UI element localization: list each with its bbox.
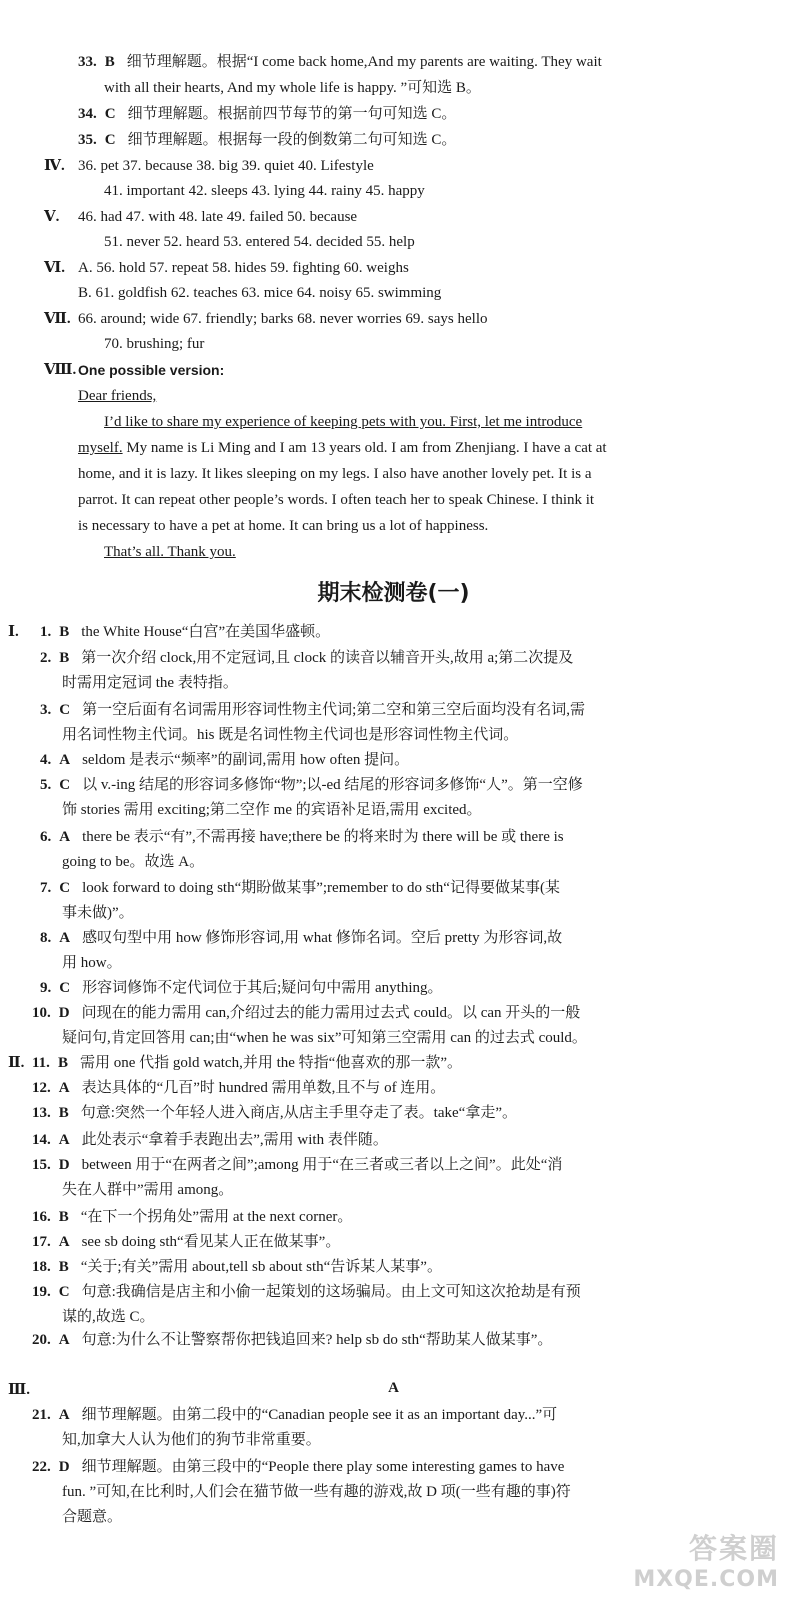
answer-item-cont: going to be。故选 A。 xyxy=(62,854,205,870)
item-explanation: 句意:为什么不让警察帮你把钱追回来? help sb do sth“帮助某人做某事”。 xyxy=(81,1332,553,1348)
item-number: 16. xyxy=(32,1209,51,1225)
letter-closing: That’s all. Thank you. xyxy=(104,544,236,560)
section-5-line-2: 51. never 52. heard 53. entered 54. decided 55. help xyxy=(104,234,415,250)
passage-label-a: A xyxy=(388,1380,399,1396)
item-explanation: 细节理解题。由第二段中的“Canadian people see it as an important day...”可 xyxy=(81,1407,558,1423)
section-numeral-6: Ⅵ. xyxy=(44,260,65,276)
answer-item xyxy=(32,1207,352,1227)
item-number: 2. xyxy=(40,650,52,666)
item-explanation: “关于;有关”需用 about,tell sb about sth“告诉某人某事”。 xyxy=(80,1259,442,1275)
section-numeral-3: Ⅲ. xyxy=(8,1382,31,1398)
section-numeral-7: Ⅶ. xyxy=(44,311,71,327)
item-answer-letter: C xyxy=(59,880,71,896)
answer-item-cont: 事未做)”。 xyxy=(62,905,134,921)
letter-paragraph-line-3: home, and it is lazy. It likes sleeping on my legs. I also have another lovely pet. It is a xyxy=(78,466,592,482)
item-number: 13. xyxy=(32,1105,51,1121)
item-explanation: 句意:我确信是店主和小偷一起策划的这场骗局。由上文可知这次抢劫是有预 xyxy=(81,1284,581,1300)
answer-item xyxy=(40,700,585,720)
section-4-line-1: 36. pet 37. because 38. big 39. quiet 40. Lifestyle xyxy=(78,158,374,174)
answer-item xyxy=(32,1330,552,1350)
section-numeral-2: Ⅱ. xyxy=(8,1055,25,1071)
answer-item-33-cont: with all their hearts, And my whole life is happy. ”可知选 B。 xyxy=(104,80,481,96)
item-number: 3. xyxy=(40,702,52,718)
item-explanation: there be 表示“有”,不需再接 have;there be 的将来时为 there will be 或 there is xyxy=(82,829,564,845)
answer-item xyxy=(32,1078,445,1098)
answer-item-cont: 时需用定冠词 the 表特指。 xyxy=(62,675,238,691)
answer-item xyxy=(32,1282,581,1302)
answer-item xyxy=(32,1405,557,1425)
answer-item-34: 34. C 细节理解题。根据前四节每节的第一句可知选 C。 xyxy=(78,106,457,122)
item-explanation: 表达具体的“几百”时 hundred 需用单数,且不与 of 连用。 xyxy=(81,1080,446,1096)
watermark-logo: 答案圈 MXQE.COM xyxy=(633,1532,779,1592)
item-number: 17. xyxy=(32,1234,51,1250)
section-numeral-4: Ⅳ. xyxy=(44,158,65,174)
answer-item xyxy=(32,1003,580,1023)
item-answer-letter: B xyxy=(59,624,70,640)
item-answer-letter: A xyxy=(59,752,71,768)
section-numeral-1: Ⅰ. xyxy=(8,624,19,640)
item-number: 9. xyxy=(40,980,52,996)
answer-item-cont: fun. ”可知,在比利时,人们会在猫节做一些有趣的游戏,故 D 项(一些有趣的事)符 xyxy=(62,1484,571,1500)
answer-item xyxy=(40,878,560,898)
item-answer-letter: A xyxy=(58,1132,70,1148)
item-explanation: 此处表示“拿着手表跑出去”,需用 with 表伴随。 xyxy=(81,1132,388,1148)
section-4-line-2: 41. important 42. sleeps 43. lying 44. rainy 45. happy xyxy=(104,183,425,199)
answer-item-cont: 用名词性物主代词。his 既是名词性物主代词也是形容词性物主代词。 xyxy=(62,727,519,743)
answer-item-cont: 合题意。 xyxy=(62,1509,123,1525)
item-explanation: 以 v.-ing 结尾的形容词多修饰“物”;以-ed 结尾的形容词多修饰“人”。第一空修 xyxy=(82,777,583,793)
answer-item-cont: 知,加拿大人认为他们的狗节非常重要。 xyxy=(62,1432,321,1448)
answer-item xyxy=(40,622,330,642)
item-number: 12. xyxy=(32,1080,51,1096)
item-answer-letter: B xyxy=(58,1209,69,1225)
item-number: 19. xyxy=(32,1284,51,1300)
item-number: 7. xyxy=(40,880,52,896)
answer-item-cont: 疑问句,肯定回答用 can;由“when he was six”可知第三空需用 can 的过去式 could。 xyxy=(62,1030,587,1046)
item-number: 20. xyxy=(32,1332,51,1348)
item-answer-letter: B xyxy=(58,1259,69,1275)
item-number: 14. xyxy=(32,1132,51,1148)
item-answer-letter: B xyxy=(59,650,70,666)
answer-item xyxy=(32,1155,562,1175)
answer-item xyxy=(40,775,583,795)
item-answer-letter: A xyxy=(58,1407,70,1423)
item-explanation: 形容词修饰不定代词位于其后;疑问句中需用 anything。 xyxy=(82,980,443,996)
section-6-line-1: A. 56. hold 57. repeat 58. hides 59. fighting 60. weighs xyxy=(78,260,409,276)
section-numeral-5: Ⅴ. xyxy=(44,209,60,225)
answer-item-cont: 用 how。 xyxy=(62,955,122,971)
item-explanation: 第一空后面有名词需用形容词性物主代词;第二空和第三空后面均没有名词,需 xyxy=(82,702,586,718)
section-7-line-2: 70. brushing; fur xyxy=(104,336,205,352)
item-number: 15. xyxy=(32,1157,51,1173)
answer-item xyxy=(40,827,564,847)
letter-paragraph-line-1: I’d like to share my experience of keeping pets with you. First, let me introduce xyxy=(104,414,583,430)
item-explanation: see sb doing sth“看见某人正在做某事”。 xyxy=(81,1234,341,1250)
answer-item xyxy=(32,1130,388,1150)
item-answer-letter: D xyxy=(58,1005,70,1021)
item-answer-letter: D xyxy=(58,1157,70,1173)
item-explanation: 需用 one 代指 gold watch,并用 the 特指“他喜欢的那一款”。 xyxy=(79,1055,462,1071)
answer-item-cont: 饰 stories 需用 exciting;第二空作 me 的宾语补足语,需用 excited。 xyxy=(62,802,482,818)
item-answer-letter: D xyxy=(58,1459,70,1475)
item-answer-letter: B xyxy=(58,1105,69,1121)
item-number: 5. xyxy=(40,777,52,793)
item-explanation: 第一次介绍 clock,用不定冠词,且 clock 的读音以辅音开头,故用 a;第二次提及 xyxy=(81,650,574,666)
item-number: 1. xyxy=(40,624,52,640)
item-number: 8. xyxy=(40,930,52,946)
section-6-line-2: B. 61. goldfish 62. teaches 63. mice 64. noisy 65. swimming xyxy=(78,285,442,301)
item-answer-letter: A xyxy=(59,930,71,946)
answer-item xyxy=(40,750,409,770)
letter-paragraph-line-2: myself. My name is Li Ming and I am 13 years old. I am from Zhenjiang. I have a cat at xyxy=(78,440,607,456)
item-explanation: “在下一个拐角处”需用 at the next corner。 xyxy=(80,1209,353,1225)
letter-paragraph-line-4: parrot. It can repeat other people’s words. I often teach her to speak Chinese. I think it xyxy=(78,492,595,508)
item-explanation: 感叹句型中用 how 修饰形容词,用 what 修饰名词。空后 pretty 为形容词,故 xyxy=(82,930,563,946)
item-answer-letter: C xyxy=(59,777,71,793)
answer-item-cont: 谋的,故选 C。 xyxy=(62,1309,155,1325)
answer-item xyxy=(32,1232,340,1252)
item-number: 18. xyxy=(32,1259,51,1275)
item-explanation: look forward to doing sth“期盼做某事”;remember to do sth“记得要做某事(某 xyxy=(82,880,560,896)
answer-item xyxy=(40,978,443,998)
item-explanation: 问现在的能力需用 can,介绍过去的能力需用过去式 could。以 can 开头的一般 xyxy=(81,1005,581,1021)
item-number: 22. xyxy=(32,1459,51,1475)
item-answer-letter: B xyxy=(57,1055,68,1071)
item-explanation: between 用于“在两者之间”;among 用于“在三者或三者以上之间”。此处“消 xyxy=(81,1157,563,1173)
item-number: 6. xyxy=(40,829,52,845)
exam-title: 期末检测卷(一) xyxy=(317,581,470,606)
letter-paragraph-line-5: is necessary to have a pet at home. It can bring us a lot of happiness. xyxy=(78,518,489,534)
item-answer-letter: C xyxy=(59,980,71,996)
answer-item xyxy=(32,1257,442,1277)
section-5-line-1: 46. had 47. with 48. late 49. failed 50. because xyxy=(78,209,358,225)
answer-item xyxy=(40,648,573,668)
answer-item xyxy=(40,928,562,948)
answer-item-cont: 失在人群中”需用 among。 xyxy=(62,1182,234,1198)
item-explanation: 句意:突然一个年轻人进入商店,从店主手里夺走了表。take“拿走”。 xyxy=(80,1105,517,1121)
item-number: 4. xyxy=(40,752,52,768)
answer-item xyxy=(32,1103,517,1123)
answer-item-33: 33. B 细节理解题。根据“I come back home,And my parents are waiting. They wait xyxy=(78,54,602,70)
answer-item xyxy=(32,1457,564,1477)
section-numeral-8: Ⅷ. xyxy=(44,362,77,378)
writing-heading: One possible version: xyxy=(78,362,225,378)
section-7-line-1: 66. around; wide 67. friendly; barks 68. never worries 69. says hello xyxy=(78,311,488,327)
item-answer-letter: C xyxy=(58,1284,70,1300)
item-answer-letter: A xyxy=(58,1080,70,1096)
item-number: 10. xyxy=(32,1005,51,1021)
item-explanation: the White House“白宫”在美国华盛顿。 xyxy=(81,624,331,640)
item-number: 11. xyxy=(32,1055,50,1071)
item-explanation: 细节理解题。由第三段中的“People there play some interesting games to have xyxy=(81,1459,565,1475)
item-answer-letter: C xyxy=(59,702,71,718)
item-answer-letter: A xyxy=(59,829,71,845)
item-explanation: seldom 是表示“频率”的副词,需用 how often 提问。 xyxy=(82,752,410,768)
answer-item-35: 35. C 细节理解题。根据每一段的倒数第二句可知选 C。 xyxy=(78,132,457,148)
letter-greeting: Dear friends, xyxy=(78,388,157,404)
item-number: 21. xyxy=(32,1407,51,1423)
item-answer-letter: A xyxy=(58,1234,70,1250)
item-answer-letter: A xyxy=(58,1332,70,1348)
answer-item xyxy=(32,1053,462,1073)
